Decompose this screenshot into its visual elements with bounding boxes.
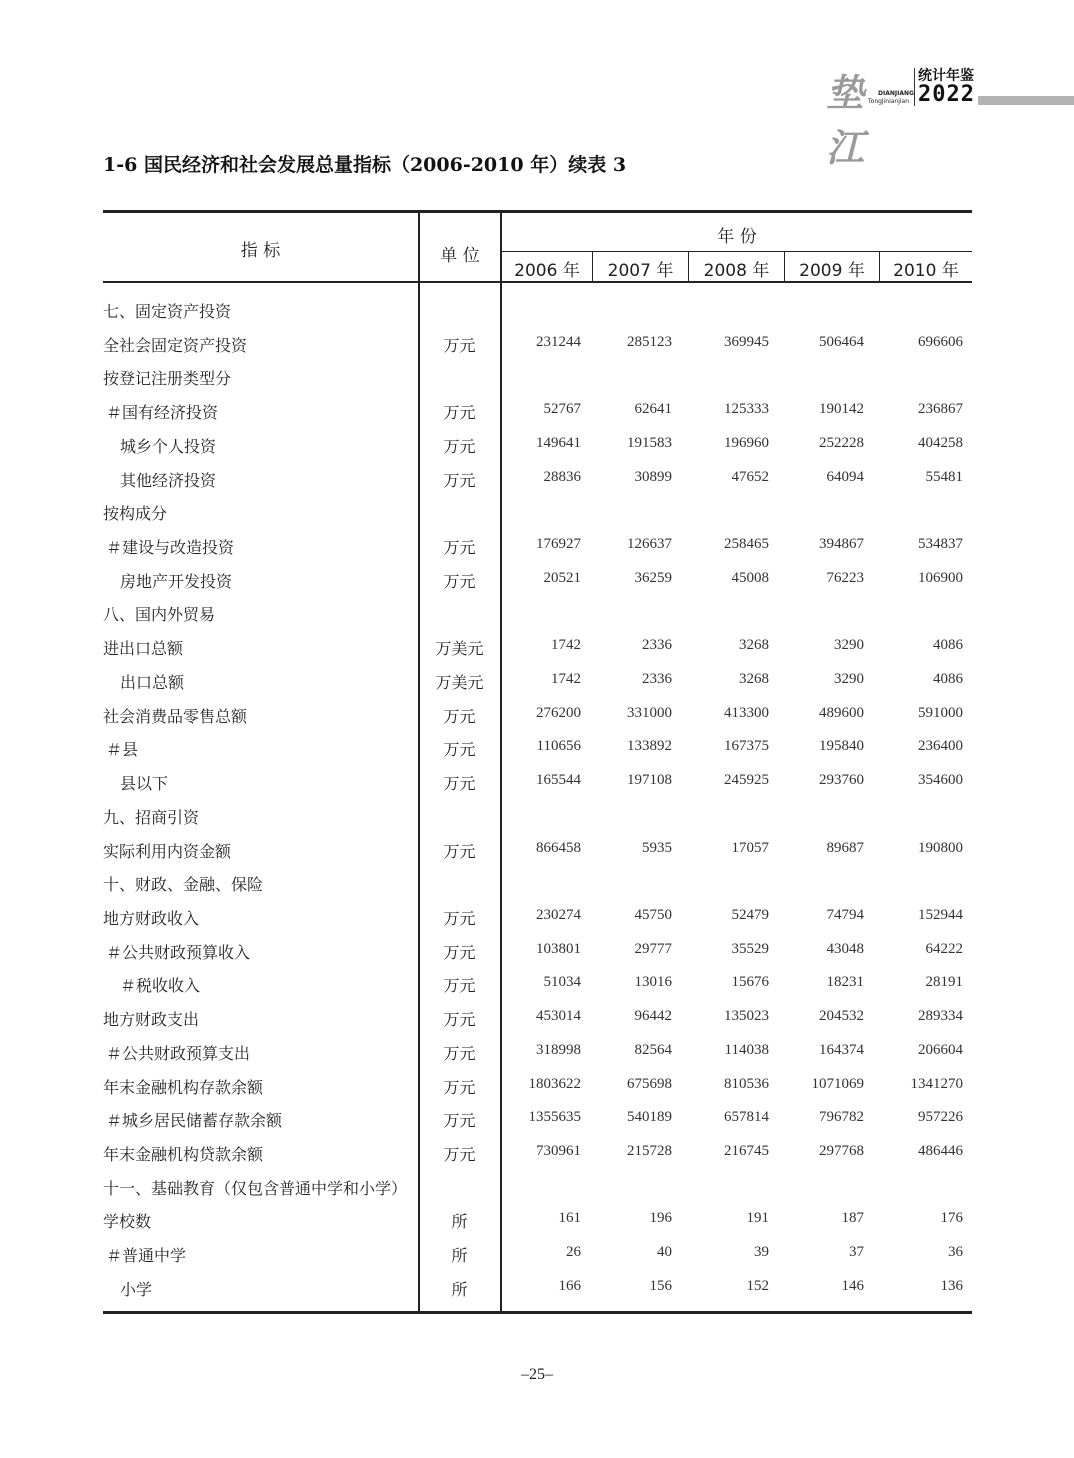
row-value: 297768 <box>819 1143 864 1159</box>
row-value: 404258 <box>918 434 963 451</box>
row-unit: 所 <box>451 1246 468 1266</box>
row-indicator: 十一、基础教育（仅包含普通中学和小学） <box>103 1178 408 1198</box>
row-unit: 万元 <box>443 538 476 558</box>
table-row <box>103 434 972 468</box>
row-value: 152 <box>746 1277 769 1294</box>
row-value: 190800 <box>918 839 963 856</box>
row-value: 245925 <box>724 772 769 789</box>
row-unit: 万元 <box>443 403 476 423</box>
row-value: 4086 <box>933 637 963 654</box>
page-title: 1-6 国民经济和社会发展总量指标（2006-2010 年）续表 3 <box>103 154 627 176</box>
header-year: 2010 年 <box>893 261 959 281</box>
row-value: 1355635 <box>528 1109 581 1126</box>
row-unit: 万元 <box>443 706 476 726</box>
table-row <box>103 771 972 805</box>
row-value: 486446 <box>918 1143 963 1159</box>
table-row <box>103 973 972 1007</box>
row-value: 394867 <box>819 536 864 553</box>
table-row <box>103 1176 972 1210</box>
row-value: 76223 <box>826 569 864 586</box>
logo-year: 2022 <box>918 82 975 107</box>
row-value: 730961 <box>536 1143 581 1159</box>
table-row <box>103 1209 972 1243</box>
row-unit: 万美元 <box>435 639 484 659</box>
logo-title: 统计年鉴 <box>918 68 974 84</box>
row-value: 28836 <box>543 468 581 485</box>
row-value: 30899 <box>634 468 672 485</box>
row-unit: 所 <box>451 1212 468 1232</box>
row-value: 82564 <box>634 1041 672 1058</box>
row-indicator: 地方财政支出 <box>103 1010 200 1030</box>
table-row <box>103 636 972 670</box>
row-value: 196 <box>649 1210 672 1227</box>
row-value: 13016 <box>634 974 672 991</box>
row-unit: 万元 <box>443 1077 476 1097</box>
row-value: 534837 <box>918 536 963 553</box>
row-value: 149641 <box>536 434 581 451</box>
row-unit: 万元 <box>443 1043 476 1063</box>
row-value: 191583 <box>627 434 672 451</box>
row-indicator: 出口总额 <box>120 672 185 692</box>
table-row <box>103 333 972 367</box>
row-value: 52767 <box>543 401 581 418</box>
header-year: 2007 年 <box>607 261 674 281</box>
row-value: 591000 <box>918 704 963 721</box>
row-value: 36259 <box>634 569 672 586</box>
row-value: 37 <box>849 1244 864 1261</box>
row-value: 187 <box>841 1210 864 1227</box>
header-year: 2006 年 <box>514 261 580 281</box>
row-value: 331000 <box>627 704 672 721</box>
row-value: 26 <box>566 1244 581 1261</box>
row-unit: 万元 <box>443 1111 476 1131</box>
row-value: 204532 <box>819 1008 864 1025</box>
row-value: 89687 <box>826 839 864 856</box>
row-value: 285123 <box>627 333 672 350</box>
row-indicator: 七、固定资产投资 <box>103 302 232 321</box>
row-value: 2336 <box>642 637 672 654</box>
row-value: 135023 <box>724 1008 769 1025</box>
row-value: 43048 <box>826 940 864 957</box>
row-unit: 万美元 <box>435 672 484 692</box>
row-value: 176 <box>940 1210 963 1227</box>
header-unit: 单 位 <box>440 246 480 266</box>
row-unit: 万元 <box>443 908 476 928</box>
row-value: 657814 <box>724 1109 769 1126</box>
logo-script: 垫江 <box>826 70 863 170</box>
row-value: 166 <box>558 1277 581 1294</box>
row-indicator: ＃公共财政预算支出 <box>106 1043 251 1063</box>
row-value: 4086 <box>933 670 963 687</box>
row-value: 28191 <box>925 974 963 991</box>
table-row <box>103 569 972 603</box>
table-row <box>103 839 972 873</box>
row-indicator: 按登记注册类型分 <box>103 369 232 389</box>
row-value: 276200 <box>536 704 581 721</box>
row-indicator: 房地产开发投资 <box>120 571 233 591</box>
row-indicator: 其他经济投资 <box>120 470 217 490</box>
row-value: 215728 <box>627 1143 672 1159</box>
row-value: 252228 <box>819 434 864 451</box>
row-value: 161 <box>558 1210 581 1227</box>
row-value: 52479 <box>731 906 769 923</box>
table-row <box>103 535 972 569</box>
row-value: 318998 <box>536 1041 581 1058</box>
table-row <box>103 602 972 636</box>
row-value: 96442 <box>634 1008 672 1025</box>
row-indicator: 年末金融机构贷款余额 <box>103 1145 264 1164</box>
row-value: 74794 <box>826 906 864 923</box>
row-value: 1341270 <box>910 1075 963 1092</box>
row-value: 1803622 <box>528 1075 581 1092</box>
row-unit: 万元 <box>443 470 476 490</box>
table-row <box>103 366 972 400</box>
row-value: 1071069 <box>811 1075 864 1092</box>
row-value: 110656 <box>536 738 581 755</box>
row-value: 236400 <box>918 738 963 755</box>
header-bar <box>978 96 1074 105</box>
row-indicator: ＃国有经济投资 <box>106 403 219 423</box>
row-value: 45008 <box>731 569 769 586</box>
row-value: 2336 <box>642 670 672 687</box>
row-indicator: 小学 <box>120 1279 153 1299</box>
row-value: 369945 <box>724 333 769 350</box>
row-value: 125333 <box>724 401 769 418</box>
table-row <box>103 805 972 839</box>
row-indicator: 进出口总额 <box>103 639 184 659</box>
row-indicator: 九、招商引资 <box>103 807 200 827</box>
row-value: 167375 <box>724 738 769 755</box>
row-indicator: 全社会固定资产投资 <box>103 335 248 355</box>
header-year-group: 年 份 <box>717 227 757 247</box>
row-value: 51034 <box>543 974 581 991</box>
row-value: 164374 <box>819 1041 864 1058</box>
row-indicator: 学校数 <box>103 1212 152 1232</box>
row-value: 103801 <box>536 940 581 957</box>
table-top-rule <box>103 210 972 213</box>
row-value: 39 <box>754 1244 769 1261</box>
row-value: 106900 <box>918 569 963 586</box>
row-value: 126637 <box>627 536 672 553</box>
row-value: 191 <box>746 1210 769 1227</box>
row-indicator: 县以下 <box>120 774 169 794</box>
row-value: 3268 <box>739 670 769 687</box>
row-value: 20521 <box>543 569 581 586</box>
row-unit: 万元 <box>443 740 476 760</box>
table-row <box>103 1142 972 1176</box>
row-value: 176927 <box>536 536 581 553</box>
row-unit: 万元 <box>443 841 476 861</box>
table-row <box>103 1277 972 1311</box>
row-value: 36 <box>948 1244 963 1261</box>
row-value: 289334 <box>918 1008 963 1025</box>
row-value: 18231 <box>826 974 864 991</box>
row-value: 230274 <box>536 906 581 923</box>
row-value: 190142 <box>819 401 864 418</box>
table-row <box>103 501 972 535</box>
page-number: –25– <box>521 1366 553 1383</box>
row-value: 1742 <box>551 637 581 654</box>
row-value: 293760 <box>819 772 864 789</box>
table-row <box>103 1108 972 1142</box>
row-indicator: ＃普通中学 <box>106 1246 187 1266</box>
table-row <box>103 468 972 502</box>
row-value: 3268 <box>739 637 769 654</box>
row-unit: 万元 <box>443 942 476 962</box>
table-row <box>103 1007 972 1041</box>
table-row <box>103 704 972 738</box>
table-row <box>103 1075 972 1109</box>
row-indicator: 按构成分 <box>103 504 168 524</box>
row-indicator: 八、国内外贸易 <box>103 605 216 625</box>
header-indicator: 指 标 <box>240 241 281 261</box>
row-unit: 万元 <box>443 976 476 996</box>
table-bottom-rule <box>103 1311 972 1314</box>
table-row <box>103 1041 972 1075</box>
table-row <box>103 906 972 940</box>
row-indicator: 城乡个人投资 <box>120 436 217 456</box>
row-indicator: ＃县 <box>106 740 139 760</box>
row-unit: 万元 <box>443 436 476 456</box>
logo-pinyin: DIANJIANG <box>878 90 914 97</box>
row-indicator: ＃税收收入 <box>120 976 201 996</box>
row-value: 258465 <box>724 536 769 553</box>
row-value: 165544 <box>536 772 581 789</box>
row-unit: 所 <box>451 1279 468 1299</box>
row-value: 29777 <box>634 940 672 957</box>
row-value: 47652 <box>731 468 769 485</box>
row-value: 133892 <box>627 738 672 755</box>
row-value: 3290 <box>834 637 864 654</box>
row-value: 17057 <box>731 839 769 856</box>
row-value: 957226 <box>918 1109 963 1126</box>
header-divider <box>501 251 972 252</box>
row-value: 236867 <box>918 401 963 418</box>
row-value: 231244 <box>536 333 581 350</box>
table-row <box>103 872 972 906</box>
row-value: 810536 <box>724 1075 769 1092</box>
row-indicator: 实际利用内资金额 <box>103 841 232 861</box>
row-unit: 万元 <box>443 1010 476 1030</box>
row-indicator: ＃建设与改造投资 <box>106 538 235 558</box>
row-value: 506464 <box>819 333 864 350</box>
row-value: 354600 <box>918 772 963 789</box>
row-value: 489600 <box>819 704 864 721</box>
row-indicator: 年末金融机构存款余额 <box>103 1077 264 1097</box>
row-value: 45750 <box>634 906 672 923</box>
row-value: 197108 <box>627 772 672 789</box>
row-value: 156 <box>649 1277 672 1294</box>
row-value: 196960 <box>724 434 769 451</box>
row-value: 62641 <box>634 401 672 418</box>
row-value: 15676 <box>731 974 769 991</box>
row-value: 540189 <box>627 1109 672 1126</box>
row-value: 453014 <box>536 1008 581 1025</box>
logo-box <box>914 68 975 106</box>
row-unit: 万元 <box>443 571 476 591</box>
row-value: 64222 <box>925 940 963 957</box>
row-value: 114038 <box>724 1041 769 1058</box>
table-row <box>103 299 972 333</box>
row-value: 206604 <box>918 1041 963 1058</box>
row-indicator: 十、财政、金融、保险 <box>103 875 264 895</box>
row-value: 55481 <box>925 468 963 485</box>
row-value: 35529 <box>731 940 769 957</box>
row-value: 40 <box>657 1244 672 1261</box>
logo-pinyin-sub: Tongjinianjian <box>868 98 910 105</box>
row-unit: 万元 <box>443 335 476 355</box>
row-indicator: 地方财政收入 <box>103 908 200 928</box>
row-indicator: 社会消费品零售总额 <box>103 706 248 726</box>
row-value: 64094 <box>826 468 864 485</box>
row-value: 195840 <box>819 738 864 755</box>
row-value: 796782 <box>819 1109 864 1126</box>
row-value: 1742 <box>551 670 581 687</box>
header-bottom-rule <box>103 281 972 283</box>
row-value: 146 <box>841 1277 864 1294</box>
row-value: 152944 <box>918 906 963 923</box>
table-row <box>103 737 972 771</box>
row-indicator: ＃城乡居民储蓄存款余额 <box>106 1111 283 1131</box>
row-value: 5935 <box>642 839 672 856</box>
row-value: 3290 <box>834 670 864 687</box>
row-value: 696606 <box>918 333 963 350</box>
header-year: 2009 年 <box>799 261 865 281</box>
row-value: 866458 <box>536 839 581 856</box>
header-year: 2008 年 <box>703 261 770 281</box>
table-row <box>103 1243 972 1277</box>
row-indicator: ＃公共财政预算收入 <box>106 942 251 962</box>
row-value: 136 <box>940 1277 963 1294</box>
row-value: 216745 <box>724 1143 769 1159</box>
row-unit: 万元 <box>443 1145 476 1164</box>
table-row <box>103 400 972 434</box>
table-row <box>103 670 972 704</box>
row-value: 675698 <box>627 1075 672 1092</box>
row-unit: 万元 <box>443 774 476 794</box>
table-row <box>103 940 972 974</box>
row-value: 413300 <box>724 704 769 721</box>
